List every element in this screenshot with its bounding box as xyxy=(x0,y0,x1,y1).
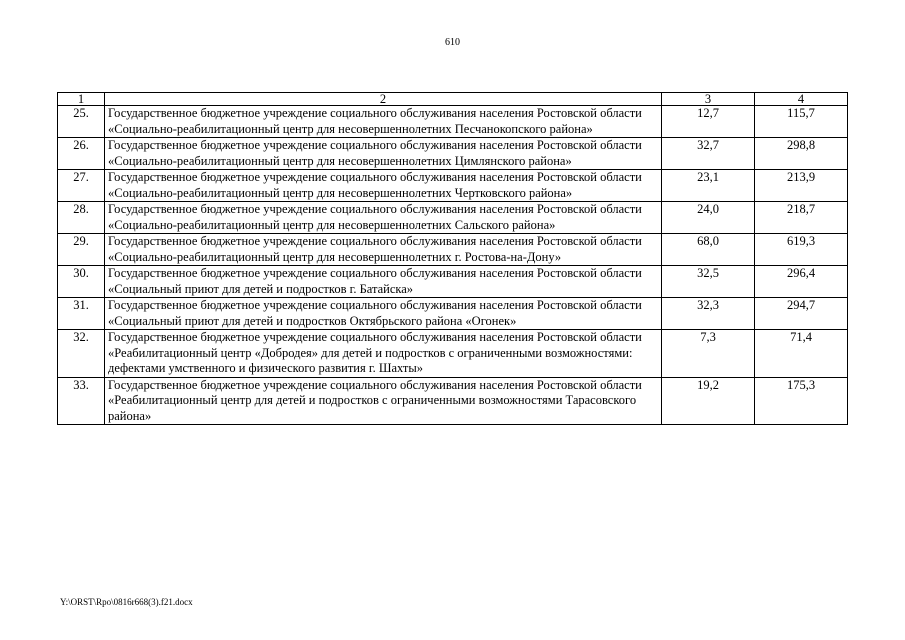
row-number: 25. xyxy=(58,106,105,138)
value-col-4: 115,7 xyxy=(755,106,848,138)
table-row xyxy=(58,234,848,266)
value-col-4: 213,9 xyxy=(755,170,848,202)
page-number: 610 xyxy=(445,37,460,48)
institution-name: Государственное бюджетное учреждение социального обслуживания населения Ростовской области «Социальный приют для детей и подростков Октябрьского района «Огонек» xyxy=(105,298,662,330)
value-col-4: 218,7 xyxy=(755,202,848,234)
row-number: 32. xyxy=(58,330,105,378)
column-header-4: 4 xyxy=(755,93,848,106)
institution-name: Государственное бюджетное учреждение социального обслуживания населения Ростовской области «Социально-реабилитационный центр для несовершеннолетних Чертковского района» xyxy=(105,170,662,202)
value-col-3: 32,3 xyxy=(662,298,755,330)
institution-name: Государственное бюджетное учреждение социального обслуживания населения Ростовской области «Социальный приют для детей и подростков г. Батайска» xyxy=(105,266,662,298)
institution-name: Государственное бюджетное учреждение социального обслуживания населения Ростовской области «Социально-реабилитационный центр для несовершеннолетних Цимлянского района» xyxy=(105,138,662,170)
row-number: 29. xyxy=(58,234,105,266)
value-col-3: 12,7 xyxy=(662,106,755,138)
table-row xyxy=(58,266,848,298)
institution-name: Государственное бюджетное учреждение социального обслуживания населения Ростовской области «Социально-реабилитационный центр для несовершеннолетних Сальского района» xyxy=(105,202,662,234)
value-col-4: 619,3 xyxy=(755,234,848,266)
row-number: 31. xyxy=(58,298,105,330)
row-number: 30. xyxy=(58,266,105,298)
row-number: 26. xyxy=(58,138,105,170)
table-row xyxy=(58,298,848,330)
value-col-4: 294,7 xyxy=(755,298,848,330)
row-number: 33. xyxy=(58,377,105,425)
row-number: 28. xyxy=(58,202,105,234)
table-row xyxy=(58,330,848,378)
value-col-4: 298,8 xyxy=(755,138,848,170)
institutions-table xyxy=(57,92,848,425)
value-col-3: 68,0 xyxy=(662,234,755,266)
value-col-3: 19,2 xyxy=(662,377,755,425)
value-col-3: 32,5 xyxy=(662,266,755,298)
table-row xyxy=(58,106,848,138)
value-col-4: 296,4 xyxy=(755,266,848,298)
value-col-4: 71,4 xyxy=(755,330,848,378)
value-col-3: 23,1 xyxy=(662,170,755,202)
institution-name: Государственное бюджетное учреждение социального обслуживания населения Ростовской области «Социально-реабилитационный центр для несовершеннолетних Песчанокопского района» xyxy=(105,106,662,138)
row-number: 27. xyxy=(58,170,105,202)
file-path-footer: Y:\ORST\Rpo\0816r668(3).f21.docx xyxy=(60,597,193,607)
institution-name: Государственное бюджетное учреждение социального обслуживания населения Ростовской области «Реабилитационный центр «Добродея» для детей и подростков с ограниченными возможностями: дефектами умственного и физического развития г. Шахты» xyxy=(105,330,662,378)
table-header-row xyxy=(58,93,848,106)
value-col-3: 32,7 xyxy=(662,138,755,170)
table-row xyxy=(58,138,848,170)
institution-name: Государственное бюджетное учреждение социального обслуживания населения Ростовской области «Реабилитационный центр для детей и подростков с ограниченными возможностями Тарасовского района» xyxy=(105,377,662,425)
table-row xyxy=(58,202,848,234)
value-col-4: 175,3 xyxy=(755,377,848,425)
value-col-3: 7,3 xyxy=(662,330,755,378)
column-header-2: 2 xyxy=(105,93,662,106)
table-row xyxy=(58,377,848,425)
column-header-3: 3 xyxy=(662,93,755,106)
table-row xyxy=(58,170,848,202)
column-header-1: 1 xyxy=(58,93,105,106)
value-col-3: 24,0 xyxy=(662,202,755,234)
institution-name: Государственное бюджетное учреждение социального обслуживания населения Ростовской области «Социально-реабилитационный центр для несовершеннолетних г. Ростова-на-Дону» xyxy=(105,234,662,266)
